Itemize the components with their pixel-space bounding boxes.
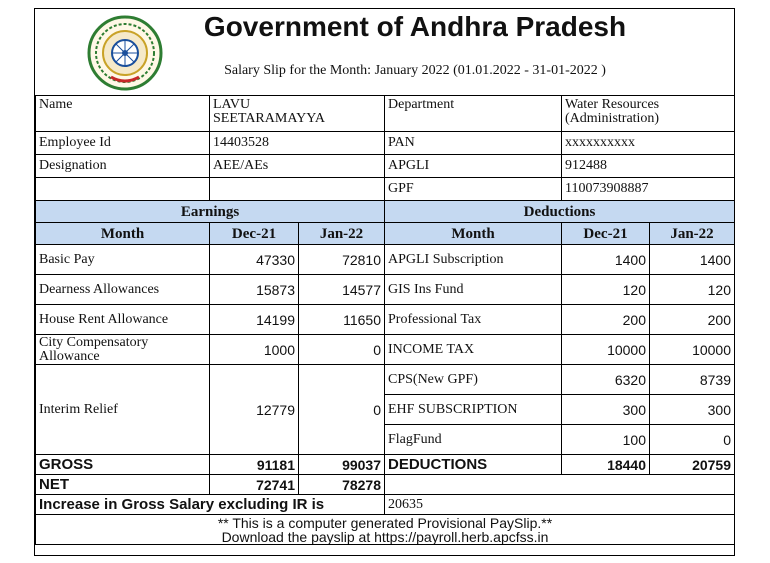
deduction-prev: 200 — [562, 305, 650, 335]
table-row — [36, 245, 735, 275]
empty-cell — [36, 178, 210, 201]
earning-curr: 14577 — [299, 275, 385, 305]
deduction-prev: 100 — [562, 425, 650, 455]
gpf-label: GPF — [385, 178, 562, 201]
deduction-label: Professional Tax — [385, 305, 562, 335]
employee-id-label: Employee Id — [36, 132, 210, 155]
earnings-heading: Earnings — [36, 201, 385, 223]
name-label: Name — [36, 96, 210, 132]
salary-period-subtitle: Salary Slip for the Month: January 2022 (01.01.2022 - 31-01-2022 ) — [224, 63, 606, 78]
page-title: Government of Andhra Pradesh — [203, 11, 627, 42]
deductions-month-header: Month — [385, 223, 562, 245]
deduction-label: FlagFund — [385, 425, 562, 455]
table-row — [36, 365, 735, 395]
deduction-curr: 8739 — [650, 365, 735, 395]
pan-value: xxxxxxxxxx — [562, 132, 735, 155]
earning-prev: 47330 — [210, 245, 299, 275]
earning-label: Basic Pay — [36, 245, 210, 275]
deductions-prev-header: Dec-21 — [562, 223, 650, 245]
deduction-prev: 300 — [562, 395, 650, 425]
table-row — [36, 305, 735, 335]
apgli-label: APGLI — [385, 155, 562, 178]
table-row — [36, 275, 735, 305]
earning-prev: 12779 — [210, 365, 299, 455]
deduction-prev: 1400 — [562, 245, 650, 275]
earning-curr: 0 — [299, 335, 385, 365]
deduction-prev: 10000 — [562, 335, 650, 365]
deduction-curr: 120 — [650, 275, 735, 305]
name-value: LAVU SEETARAMAYYA — [210, 96, 385, 132]
deduction-label: GIS Ins Fund — [385, 275, 562, 305]
net-label: NET — [36, 475, 210, 495]
earning-curr: 72810 — [299, 245, 385, 275]
salary-slip — [34, 8, 735, 556]
deduction-curr: 200 — [650, 305, 735, 335]
earning-label: House Rent Allowance — [36, 305, 210, 335]
deductions-total-label: DEDUCTIONS — [385, 455, 562, 475]
earning-label: Dearness Allowances — [36, 275, 210, 305]
empty-cell — [385, 475, 735, 495]
gross-prev: 91181 — [210, 455, 299, 475]
deduction-curr: 300 — [650, 395, 735, 425]
apgli-value: 912488 — [562, 155, 735, 178]
deduction-label: APGLI Subscription — [385, 245, 562, 275]
net-row — [36, 475, 735, 495]
employee-id-row — [36, 132, 735, 155]
pan-label: PAN — [385, 132, 562, 155]
table-row — [36, 335, 735, 365]
designation-row — [36, 155, 735, 178]
deductions-heading: Deductions — [385, 201, 735, 223]
salary-table — [35, 95, 735, 545]
gpf-row — [36, 178, 735, 201]
deduction-curr: 0 — [650, 425, 735, 455]
footer-line2: Download the payslip at https://payroll.herb.apcfss.in — [221, 528, 549, 545]
net-curr: 78278 — [299, 475, 385, 495]
footer-note — [36, 515, 735, 545]
deduction-label: CPS(New GPF) — [385, 365, 562, 395]
increase-value: 20635 — [385, 495, 735, 515]
increase-label: Increase in Gross Salary excluding IR is — [36, 495, 385, 515]
slip-header — [35, 9, 734, 96]
earnings-month-header: Month — [36, 223, 210, 245]
column-header-row — [36, 223, 735, 245]
earning-label: Interim Relief — [36, 365, 210, 455]
gross-label: GROSS — [36, 455, 210, 475]
earnings-prev-header: Dec-21 — [210, 223, 299, 245]
increase-row — [36, 495, 735, 515]
section-heading-row — [36, 201, 735, 223]
net-prev: 72741 — [210, 475, 299, 495]
gpf-value: 110073908887 — [562, 178, 735, 201]
earning-label: City Compensatory Allowance — [36, 335, 210, 365]
employee-id-value: 14403528 — [210, 132, 385, 155]
earning-prev: 1000 — [210, 335, 299, 365]
earning-curr: 0 — [299, 365, 385, 455]
deductions-curr-header: Jan-22 — [650, 223, 735, 245]
deduction-prev: 6320 — [562, 365, 650, 395]
footer-row — [36, 515, 735, 545]
earning-prev: 14199 — [210, 305, 299, 335]
footer-line1: ** This is a computer generated Provisional PaySlip.** — [217, 514, 553, 531]
designation-label: Designation — [36, 155, 210, 178]
totals-row — [36, 455, 735, 475]
earning-curr: 11650 — [299, 305, 385, 335]
gross-curr: 99037 — [299, 455, 385, 475]
deduction-curr: 10000 — [650, 335, 735, 365]
empty-cell — [210, 178, 385, 201]
department-value: Water Resources (Administration) — [562, 96, 735, 132]
earnings-curr-header: Jan-22 — [299, 223, 385, 245]
deductions-total-prev: 18440 — [562, 455, 650, 475]
department-label: Department — [385, 96, 562, 132]
name-row — [36, 96, 735, 132]
earning-prev: 15873 — [210, 275, 299, 305]
ap-state-emblem-icon — [85, 15, 165, 91]
deduction-curr: 1400 — [650, 245, 735, 275]
deduction-label: INCOME TAX — [385, 335, 562, 365]
deductions-total-curr: 20759 — [650, 455, 735, 475]
deduction-label: EHF SUBSCRIPTION — [385, 395, 562, 425]
deduction-prev: 120 — [562, 275, 650, 305]
designation-value: AEE/AEs — [210, 155, 385, 178]
